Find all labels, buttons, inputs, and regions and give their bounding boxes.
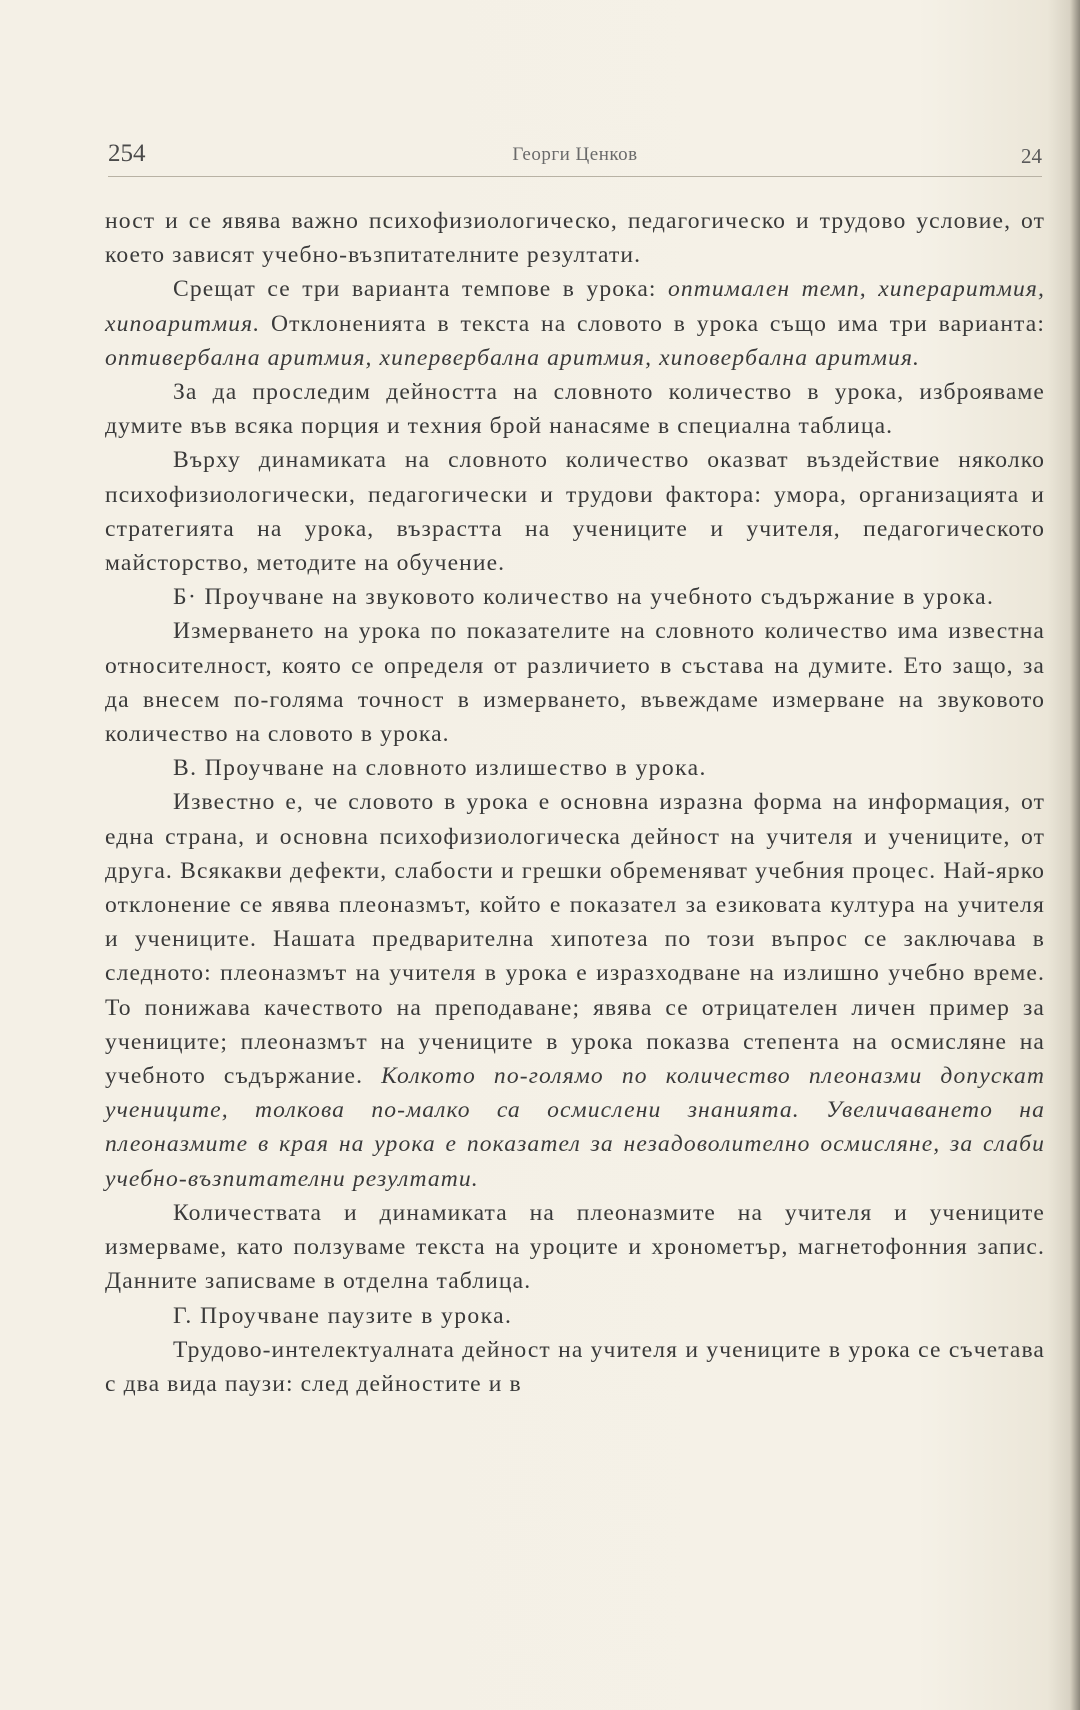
italic-run: Колкото по-голямо по количество плеоназми допускат учениците, толкова по-малко са осмислени знанията. Увеличаването на плеоназмите в края на урока е показател за незадоволително осмисляне, за слаби учебно-възпитателни резултати. (105, 1063, 1045, 1192)
body-text (105, 204, 1045, 1401)
paragraph: Трудово-интелектуалната дейност на учителя и учениците в урока се съчетава с два вида паузи: след дейностите и в (105, 1336, 1045, 1397)
paragraph: За да проследим дейността на словното количество в урока, изброяваме думите във всяка порция и техния брой нанасяме в специална таблица. (105, 379, 1045, 440)
text-run: Срещат се три варианта темпове в урока: (173, 276, 668, 303)
header-right-number: 24 (1021, 144, 1042, 168)
italic-run: оптимален темп, хиперaритмия, хипоаритмия. (105, 276, 1045, 337)
section-heading: Г. Проучване паузите в урока. (173, 1302, 513, 1329)
paragraph: Върху динамиката на словното количество оказват въздействие няколко психофизиологически, педагогически и трудови фактора: умора, организацията и стратегията на урока, възрастта на учениците и учителя, педагогическото майсторство, методите на обучение. (105, 447, 1045, 577)
italic-run: оптивербална аритмия, хипервербална аритмия, хиповербална аритмия. (105, 344, 921, 371)
paragraph (105, 785, 1045, 1195)
section-heading: Б· Проучване на звуковото количество на учебното съдържание в урока. (173, 584, 995, 611)
text-run: Известно е, че словото в урока е основна изразна форма на информация, от една страна, и основна психофизиологическа дейност на учителя и учениците, от друга. Всякакви дефекти, слабости и грешки обременяват учебния процес. Най-ярко отклонение се явява плеоназмът, който е показател за езиковата култура на учителя и учениците. Нашата предварителна хипотеза по този въпрос се заключава в следното: плеоназмът на учителя в урока е изразходване на излишно учебно време. То понижава качеството на преподаване; явява се отрицателен личен пример за учениците; плеоназмът на учениците в урока показва степента на осмисляне на учебното съдържание. (105, 789, 1045, 1090)
paragraph (105, 272, 1045, 375)
page-number: 254 (108, 140, 146, 167)
page-edge-shadow (1070, 0, 1080, 1710)
running-header (108, 140, 1042, 180)
paragraph: Количествата и динамиката на плеоназмите на учителя и учениците измерваме, като ползуваме текста на уроците и хронометър, магнетофонния запис. Данните записваме в отделна таблица. (105, 1199, 1045, 1295)
paragraph: ност и се явява важно психофизиологическо, педагогическо и трудово условие, от което зависят учебно-възпитателните резултати. (105, 208, 1045, 269)
section-heading: В. Проучване на словното излишество в урока. (173, 755, 707, 782)
running-head-author: Георги Ценков (512, 144, 638, 165)
paragraph: Измерването на урока по показателите на словното количество има известна относителност, която се определя от различието в състава на думите. Ето защо, за да внесем по-голяма точност в измерването, въвеждаме измерване на звуковото количество на словото в урока. (105, 618, 1045, 748)
header-rule (108, 176, 1042, 177)
text-run: Отклоненията в текста на словото в урока също има три варианта: (260, 310, 1045, 337)
